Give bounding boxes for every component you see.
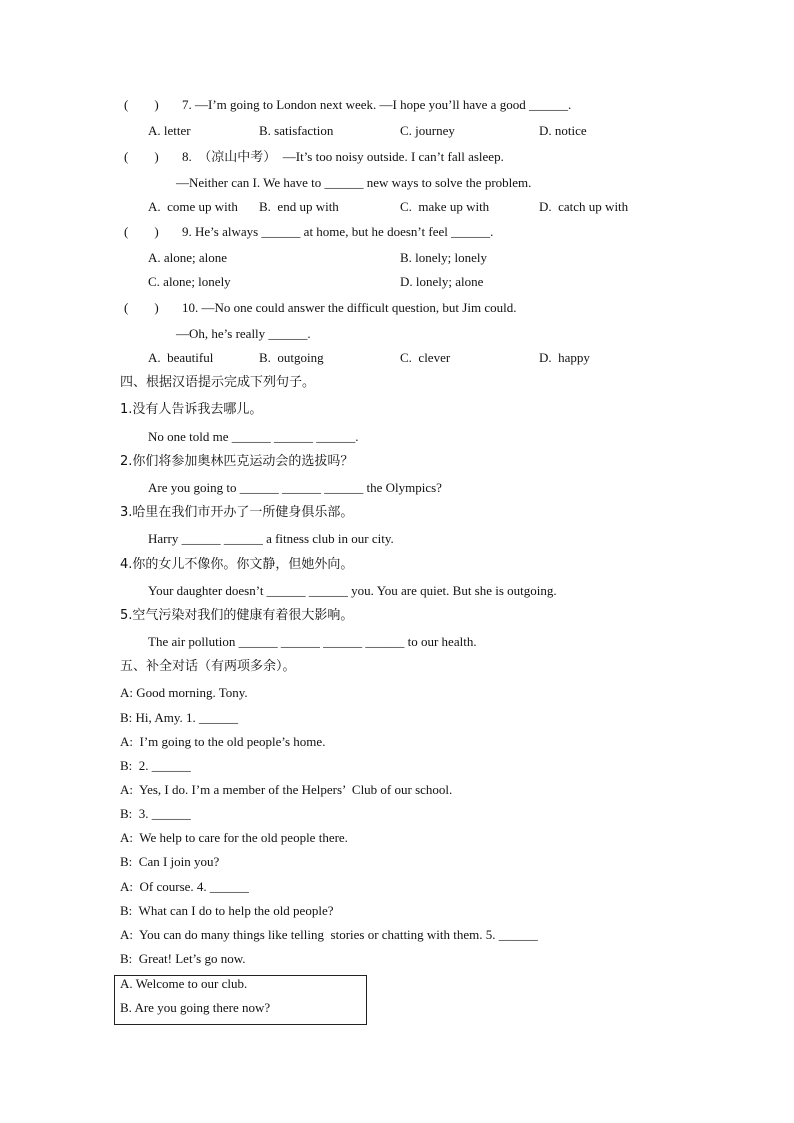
- option-c: C. clever: [400, 350, 451, 365]
- option-d: D. lonely; alone: [400, 274, 484, 289]
- option-a: A. alone; alone: [148, 250, 228, 265]
- answer-paren: ( ): [124, 149, 159, 164]
- dialogue-line: B: 2. ______: [120, 758, 191, 773]
- answer-paren: ( ): [124, 97, 159, 112]
- question-8-stem: 8. （凉山中考） —It’s too noisy outside. I can’t fall asleep.: [182, 149, 504, 164]
- translation-sentence-2: Are you going to ______ ______ ______ the Olympics?: [148, 480, 442, 495]
- translation-sentence-3: Harry ______ ______ a fitness club in our city.: [148, 531, 394, 546]
- dialogue-line: A: Of course. 4. ______: [120, 879, 249, 894]
- translation-prompt-5: 5.空气污染对我们的健康有着很大影响。: [120, 608, 354, 623]
- dialogue-line: A: Good morning. Tony.: [120, 685, 248, 700]
- dialogue-line: B: 3. ______: [120, 806, 191, 821]
- option-b: B. outgoing: [259, 350, 324, 365]
- option-b: B. satisfaction: [259, 123, 334, 138]
- translation-prompt-3: 3.哈里在我们市开办了一所健身俱乐部。: [120, 505, 354, 520]
- dialogue-line: B: Hi, Amy. 1. ______: [120, 710, 238, 725]
- dialogue-line: B: Great! Let’s go now.: [120, 951, 246, 966]
- dialogue-line: A: We help to care for the old people there.: [120, 830, 348, 845]
- dialogue-line: B: Can I join you?: [120, 854, 220, 869]
- option-c: C. make up with: [400, 199, 490, 214]
- option-c: C. alone; lonely: [148, 274, 231, 289]
- answer-paren: ( ): [124, 224, 159, 239]
- choice-b: B. Are you going there now?: [120, 1000, 271, 1015]
- option-b: B. lonely; lonely: [400, 250, 488, 265]
- translation-prompt-2: 2.你们将参加奥林匹克运动会的选拔吗？: [120, 454, 354, 469]
- question-7-stem: 7. —I’m going to London next week. —I hope you’ll have a good ______.: [182, 97, 572, 112]
- section-5-heading: 五、补全对话（有两项多余）。: [120, 659, 296, 674]
- translation-sentence-4: Your daughter doesn’t ______ ______ you. You are quiet. But she is outgoing.: [148, 583, 557, 598]
- dialogue-line: A: Yes, I do. I’m a member of the Helpers’ Club of our school.: [120, 782, 453, 797]
- translation-sentence-1: No one told me ______ ______ ______.: [148, 429, 359, 444]
- question-9-stem: 9. He’s always ______ at home, but he doesn’t feel ______.: [182, 224, 494, 239]
- section-4-heading: 四、根据汉语提示完成下列句子。: [120, 375, 316, 390]
- choice-a: A. Welcome to our club.: [120, 976, 248, 991]
- option-d: D. happy: [539, 350, 590, 365]
- question-8-stem-line2: —Neither can I. We have to ______ new ways to solve the problem.: [176, 175, 532, 190]
- translation-sentence-5: The air pollution ______ ______ ______ ______ to our health.: [148, 634, 477, 649]
- option-b: B. end up with: [259, 199, 339, 214]
- option-c: C. journey: [400, 123, 455, 138]
- option-d: D. notice: [539, 123, 587, 138]
- dialogue-line: A: You can do many things like telling stories or chatting with them. 5. ______: [120, 927, 538, 942]
- question-10-stem-line2: —Oh, he’s really ______.: [176, 326, 311, 341]
- option-a: A. beautiful: [148, 350, 214, 365]
- option-a: A. letter: [148, 123, 191, 138]
- dialogue-line: B: What can I do to help the old people?: [120, 903, 334, 918]
- dialogue-line: A: I’m going to the old people’s home.: [120, 734, 326, 749]
- answer-paren: ( ): [124, 300, 159, 315]
- question-10-stem: 10. —No one could answer the difficult question, but Jim could.: [182, 300, 517, 315]
- option-a: A. come up with: [148, 199, 238, 214]
- translation-prompt-1: 1.没有人告诉我去哪儿。: [120, 402, 263, 417]
- translation-prompt-4: 4.你的女儿不像你。你文静，但她外向。: [120, 557, 354, 572]
- option-d: D. catch up with: [539, 199, 629, 214]
